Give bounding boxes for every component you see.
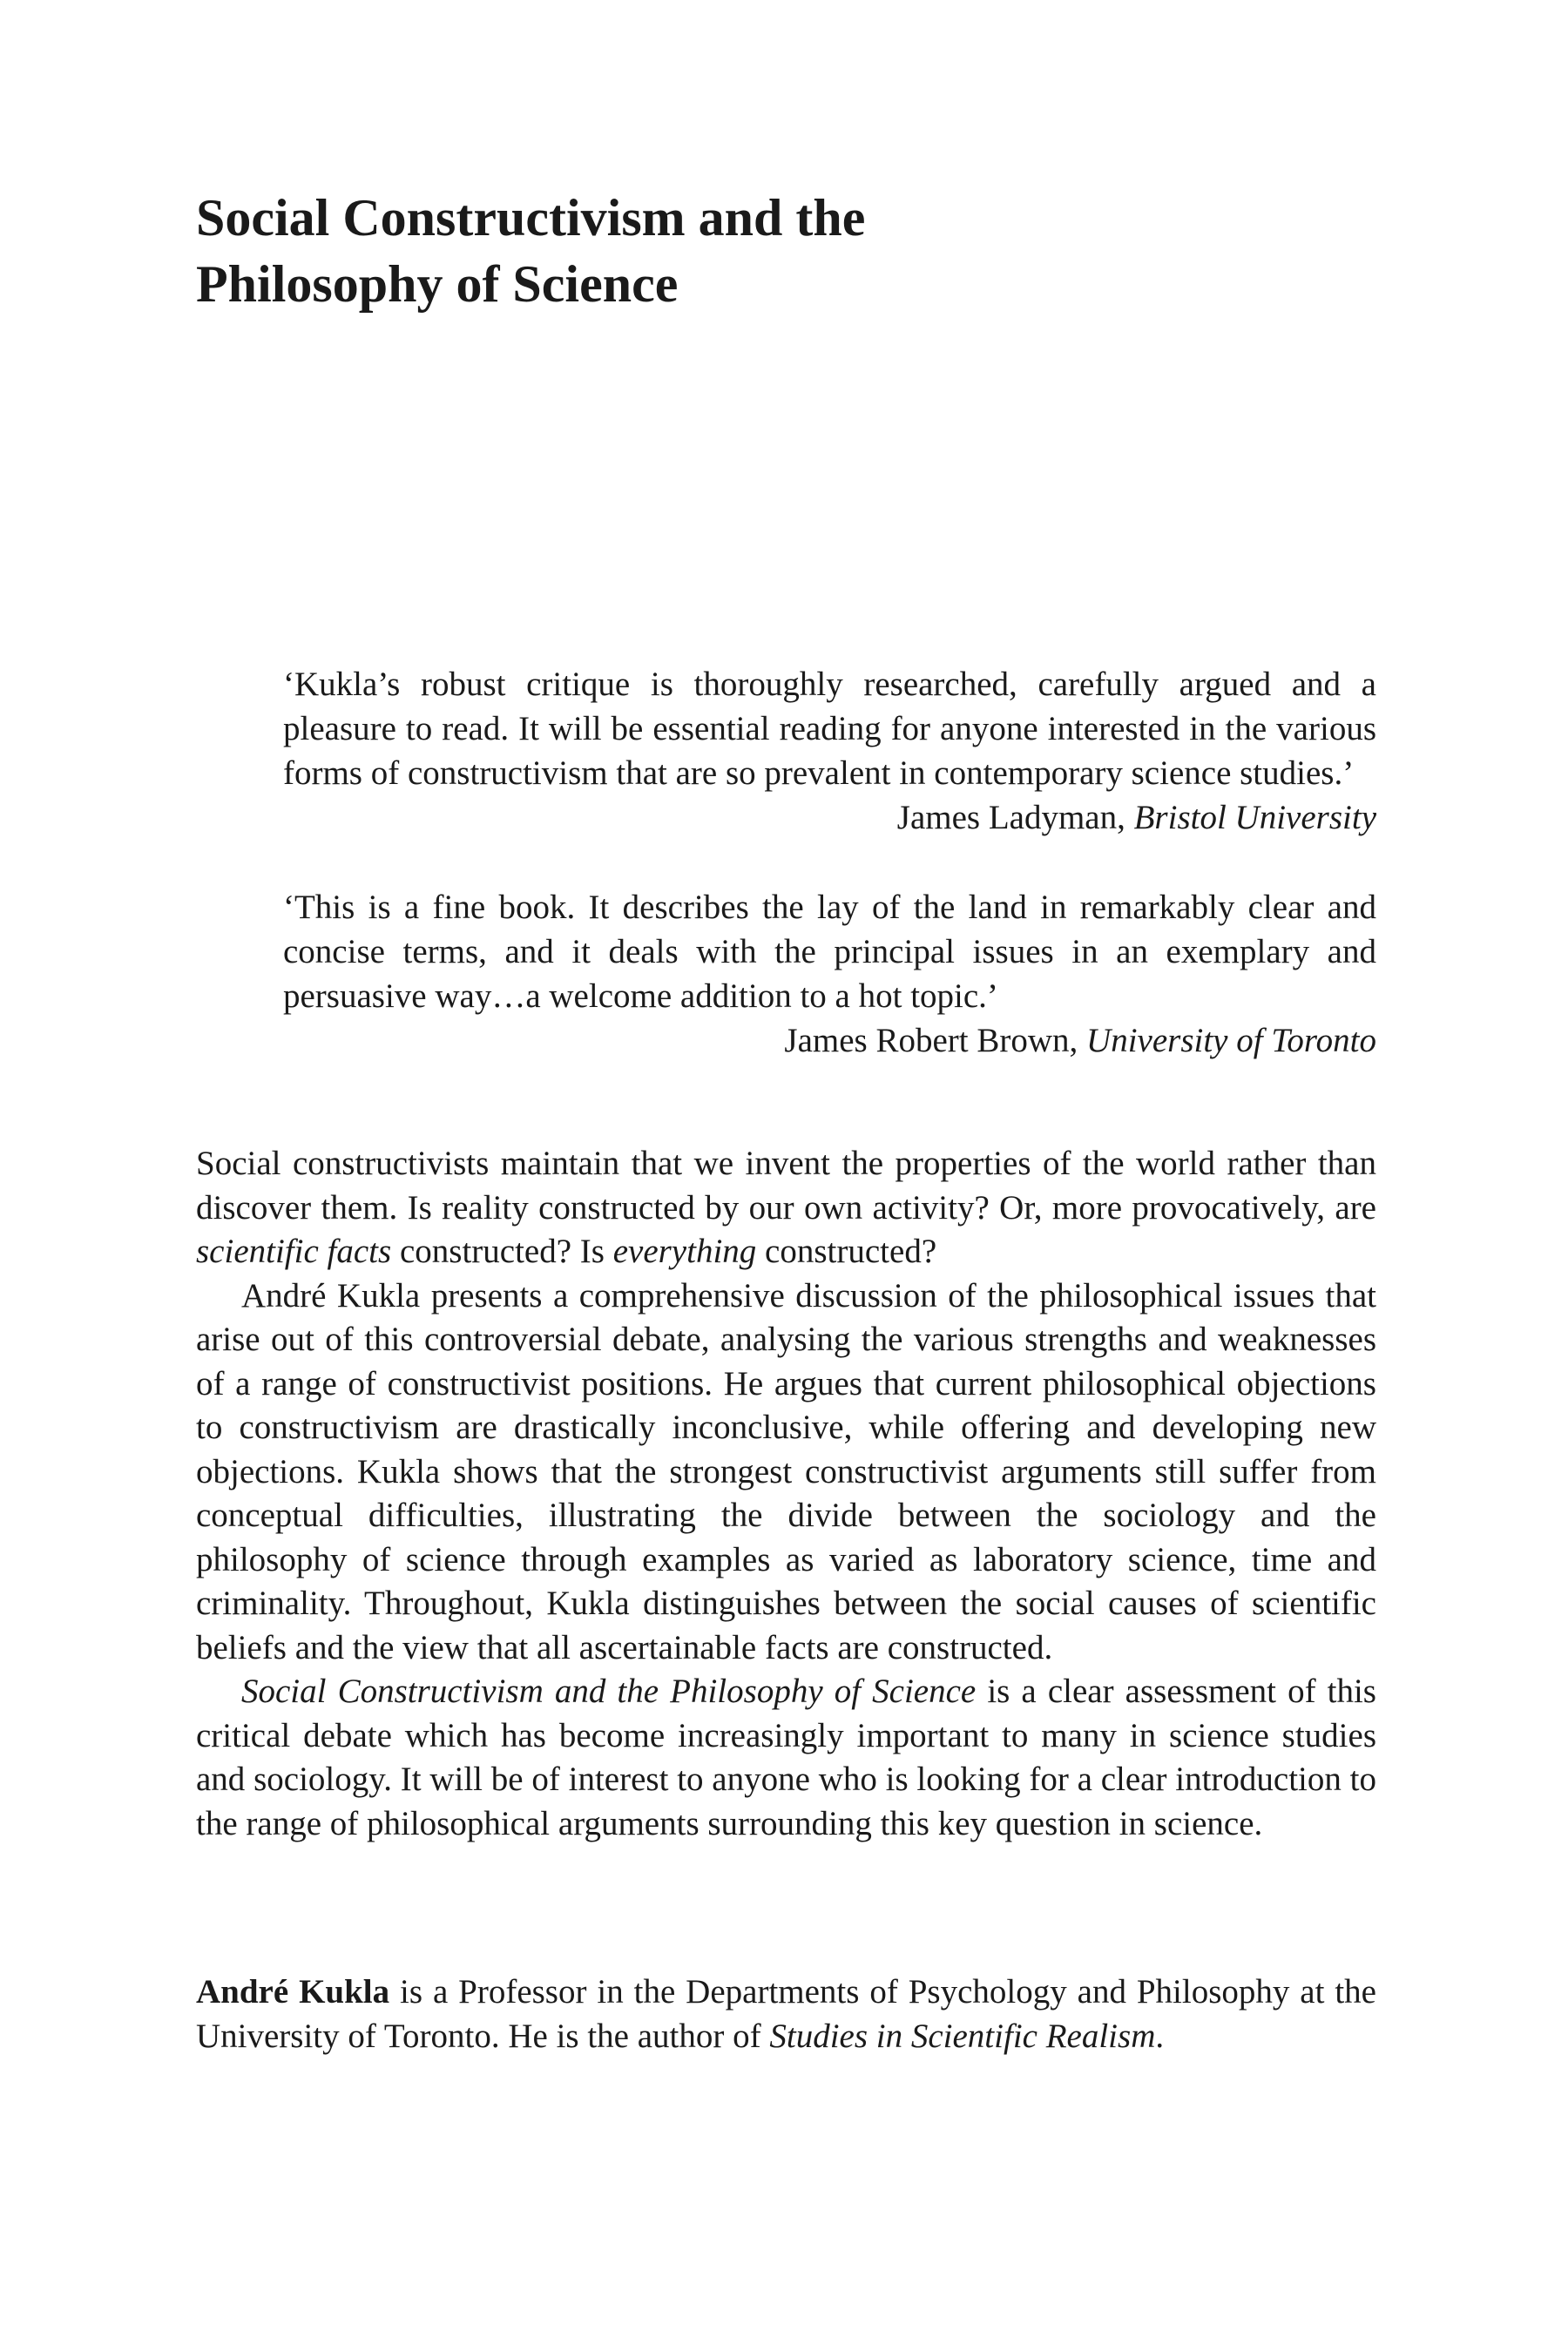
endorser-affiliation: University of Toronto — [1086, 1022, 1376, 1059]
endorsement-attribution — [283, 1018, 1376, 1063]
endorsement-quote: ‘This is a fine book. It describes the lay of the land in remarkably clear and concise terms, and it deals with the principal issues in an exemplary and persuasive way…a welcome addition to a hot topic.’ — [283, 889, 1376, 1015]
author-other-book: Studies in Scientific Realism — [769, 2017, 1156, 2055]
description-paragraph-2: André Kukla presents a comprehensive discussion of the philosophical issues that arise out of this controversial debate, analysing the various strengths and weaknesses of a range of constructivist positions. He argues that current philosophical objections to constructivism are drastically inconclusive, while offering and developing new objections. Kukla shows that the strongest constructivist arguments still suffer from conceptual difficulties, illustrating the divide between the sociology and the philosophy of science through examples as varied as laboratory science, time and criminality. Throughout, Kukla distinguishes between the social causes of scientific beliefs and the view that all ascertainable facts are constructed. — [196, 1276, 1376, 1666]
page-title — [196, 185, 1416, 317]
endorsements — [283, 662, 1376, 1108]
title-line-1: Social Constructivism and the — [196, 189, 866, 247]
book-title-inline: Social Constructivism and the Philosophy of Science — [241, 1673, 977, 1710]
description-paragraph-3: Social Constructivism and the Philosophy of Science is a clear assessment of this critical debate which has become increasingly important to many in science studies and sociology. It will be of interest to anyone who is looking for a clear introduction to the range of philosophical arguments surrounding this key question in science. — [196, 1673, 1376, 1842]
book-description — [196, 1142, 1376, 1846]
title-line-2: Philosophy of Science — [196, 255, 679, 313]
endorsement-attribution — [283, 795, 1376, 840]
endorsement-1 — [283, 662, 1376, 840]
endorsement-quote: ‘Kukla’s robust critique is thoroughly researched, carefully argued and a pleasure to read. It will be essential reading for anyone interested in the various forms of constructivism that are so prevalent in contemporary science studies.’ — [283, 666, 1376, 792]
endorser-name: James Robert Brown, — [784, 1022, 1078, 1059]
description-paragraph-1: Social constructivists maintain that we invent the properties of the world rather than discover them. Is reality constructed by our own activity? Or, more provocatively, are scientific facts constructed? Is everything constructed? — [196, 1145, 1376, 1270]
endorser-name: James Ladyman, — [896, 799, 1125, 836]
author-name: André Kukla — [196, 1973, 390, 2011]
endorser-affiliation: Bristol University — [1133, 799, 1376, 836]
endorsement-2 — [283, 885, 1376, 1063]
author-bio: André Kukla is a Professor in the Departments of Psychology and Philosophy at the University of Toronto. He is the author of Studies in Scientific Realism. — [196, 1973, 1376, 2055]
